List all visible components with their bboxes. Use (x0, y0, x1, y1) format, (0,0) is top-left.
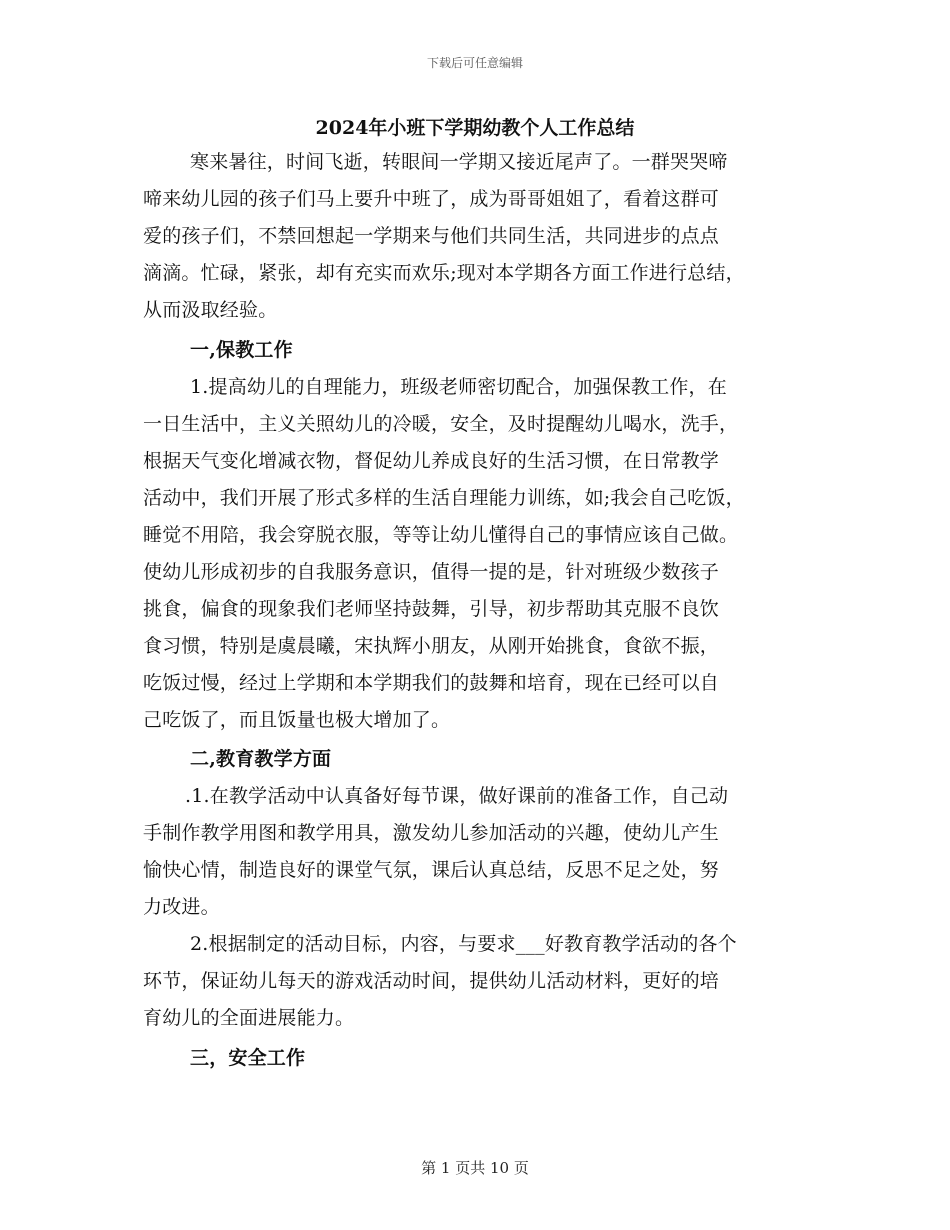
section-heading: 二,教育教学方面 (190, 748, 332, 770)
paragraph-line: 食习惯，特别是虞晨曦，宋执辉小朋友，从刚开始挑食，食欲不振， (143, 635, 720, 657)
section-heading: 三，安全工作 (190, 1047, 306, 1069)
section-heading: 一,保教工作 (190, 339, 293, 361)
paragraph-line: 吃饭过慢，经过上学期和本学期我们的鼓舞和培育，现在已经可以自 (143, 672, 720, 694)
paragraph-line: 己吃饭了，而且饭量也极大增加了。 (143, 709, 451, 731)
paragraph-line: 寒来暑往，时间飞逝，转眼间一学期又接近尾声了。一群哭哭啼 (190, 151, 728, 173)
paragraph-line: .1.在教学活动中认真备好每节课，做好课前的准备工作，自己动 (185, 785, 729, 807)
paragraph-line: 根据天气变化增减衣物，督促幼儿养成良好的生活习惯，在日常教学 (143, 450, 720, 472)
paragraph-line: 愉快心情，制造良好的课堂气氛，课后认真总结，反思不足之处，努 (143, 859, 720, 881)
page-number-footer: 第 1 页共 10 页 (421, 1159, 529, 1177)
paragraph-line: 活动中，我们开展了形式多样的生活自理能力训练，如;我会自己吃饭， (143, 487, 745, 509)
paragraph-line: 育幼儿的全面进展能力。 (143, 1007, 355, 1029)
paragraph-line: 力改进。 (143, 896, 220, 918)
paragraph-line: 滴滴。忙碌，紧张，却有充实而欢乐;现对本学期各方面工作进行总结， (143, 262, 745, 284)
paragraph-line: 手制作教学用图和教学用具，激发幼儿参加活动的兴趣，使幼儿产生 (143, 822, 720, 844)
paragraph-line: 一日生活中，主义关照幼儿的冷暖，安全，及时提醒幼儿喝水，洗手， (143, 413, 739, 435)
paragraph-line: 从而汲取经验。 (143, 299, 278, 321)
paragraph-line: 爱的孩子们，不禁回想起一学期来与他们共同生活，共同进步的点点 (143, 225, 720, 247)
paragraph-line: 挑食，偏食的现象我们老师坚持鼓舞，引导，初步帮助其克服不良饮 (143, 598, 720, 620)
paragraph-line: 1.提高幼儿的自理能力，班级老师密切配合，加强保教工作，在 (190, 376, 727, 398)
header-note: 下载后可任意编辑 (426, 56, 523, 70)
paragraph-line: 2.根据制定的活动目标，内容，与要求___好教育教学活动的各个 (190, 933, 737, 955)
document-title: 2024年小班下学期幼教个人工作总结 (315, 117, 635, 139)
paragraph-line: 睡觉不用陪，我会穿脱衣服，等等让幼儿懂得自己的事情应该自己做。 (143, 524, 739, 546)
paragraph-line: 环节，保证幼儿每天的游戏活动时间，提供幼儿活动材料，更好的培 (143, 970, 720, 992)
paragraph-line: 啼来幼儿园的孩子们马上要升中班了，成为哥哥姐姐了，看着这群可 (143, 188, 720, 210)
paragraph-line: 使幼儿形成初步的自我服务意识，值得一提的是，针对班级少数孩子 (143, 561, 720, 583)
